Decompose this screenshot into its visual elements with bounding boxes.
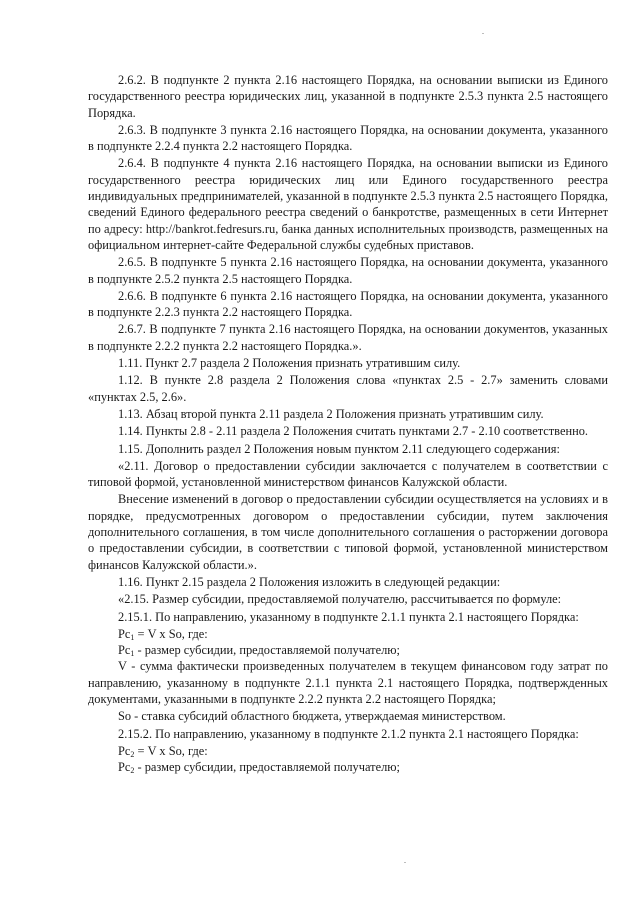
definition-2 xyxy=(88,759,608,775)
paragraph: So - ставка субсидий областного бюджета, утверждаемая министерством. xyxy=(118,709,506,724)
document-body xyxy=(88,72,608,775)
paragraph: «2.15. Размер субсидии, предоставляемой получателю, рассчитывается по формуле: xyxy=(118,592,562,607)
paragraph: 1.13. Абзац второй пункта 2.11 раздела 2 Положения признать утратившим силу. xyxy=(118,406,544,421)
paragraph: 2.6.7. В подпункте 7 пункта 2.16 настоящего Порядка, на основании документов, указанных в подпункте 2.2.2 пункта 2.2 настоящего Порядка.». xyxy=(88,322,608,353)
definition-symbol: Рс xyxy=(118,760,131,775)
formula-symbol: Рс xyxy=(118,743,131,758)
paragraph: 2.6.6. В подпункте 6 пункта 2.16 настоящего Порядка, на основании документа, указанного в подпункте 2.2.3 пункта 2.2 настоящего Порядка. xyxy=(88,288,608,320)
paragraph: Внесение изменений в договор о предоставлении субсидии осуществляется на условиях и в порядке, предусмотренных договором о предоставлении субсидии, путем заключения дополнительного соглашения, в том числе дополнительного соглашения о расторжении договора о предоставлении субсидии, в соответствии с типовой формой, установленной министерством финансов Калужской области.». xyxy=(88,492,608,572)
formula-rhs: = V x So, где: xyxy=(134,626,208,641)
definition-text: - размер субсидии, предоставляемой получателю; xyxy=(134,760,400,775)
definition-subscript: 1 xyxy=(130,649,135,659)
paragraph: 2.6.3. В подпункте 3 пункта 2.16 настоящего Порядка, на основании документа, указанного в подпункте 2.2.4 пункта 2.2 настоящего Порядка. xyxy=(88,122,608,154)
definition-1 xyxy=(88,642,608,658)
scan-speck xyxy=(404,862,406,863)
formula-2 xyxy=(88,743,608,759)
formula-subscript: 2 xyxy=(130,749,135,759)
paragraph: 2.15.2. По направлению, указанному в подпункте 2.1.2 пункта 2.1 настоящего Порядка: xyxy=(118,726,579,741)
scan-speck xyxy=(482,33,484,34)
definition-symbol: Рс xyxy=(118,643,131,658)
paragraph: V - сумма фактически произведенных получателем в текущем финансовом году затрат по направлению, указанному в подпункте 2.1.1 пункта 2.1 настоящего Порядка, подтвержденных документами, указанными в подпункте 2.2.2 пункта 2.2 настоящего Порядка; xyxy=(88,659,608,706)
paragraph: 1.15. Дополнить раздел 2 Положения новым пунктом 2.11 следующего содержания: xyxy=(118,441,560,456)
paragraph: 2.6.4. В подпункте 4 пункта 2.16 настоящего Порядка, на основании выписки из Единого государственного реестра юридических лиц или Единого государственного реестра индивидуальных предпринимателей, указанной в подпункте 2.5.3 пункта 2.5 настоящего Порядка, сведений Единого федерального реестра сведений о банкротстве, размещенных в сети Интернет по адресу: http://bankrot.fedresurs.ru, банка данных исполнительных производств, размещенных на официальном интернет-сайте Федеральной службы судебных приставов. xyxy=(88,156,608,252)
formula-rhs: = V x So, где: xyxy=(134,743,208,758)
paragraph: 2.15.1. По направлению, указанному в подпункте 2.1.1 пункта 2.1 настоящего Порядка: xyxy=(118,609,579,624)
paragraph: 2.6.2. В подпункте 2 пункта 2.16 настоящего Порядка, на основании выписки из Единого государственного реестра юридических лиц, указанной в подпункте 2.5.3 пункта 2.5 настоящего Порядка. xyxy=(88,73,608,120)
paragraph: 1.12. В пункте 2.8 раздела 2 Положения слова «пунктах 2.5 - 2.7» заменить словами «пунктах 2.5, 2.6». xyxy=(88,373,608,404)
formula-1 xyxy=(88,626,608,642)
formula-symbol: Рс xyxy=(118,626,131,641)
paragraph: 1.11. Пункт 2.7 раздела 2 Положения признать утратившим силу. xyxy=(118,356,461,371)
paragraph: 1.14. Пункты 2.8 - 2.11 раздела 2 Положения считать пунктами 2.7 - 2.10 соответственно. xyxy=(118,424,589,439)
paragraph: «2.11. Договор о предоставлении субсидии заключается с получателем в соответствии с типовой формой, установленной министерством финансов Калужской области. xyxy=(88,458,608,490)
formula-subscript: 1 xyxy=(130,632,135,642)
definition-text: - размер субсидии, предоставляемой получателю; xyxy=(134,643,400,658)
definition-subscript: 2 xyxy=(130,766,135,776)
paragraph: 1.16. Пункт 2.15 раздела 2 Положения изложить в следующей редакции: xyxy=(118,574,501,589)
paragraph: 2.6.5. В подпункте 5 пункта 2.16 настоящего Порядка, на основании документа, указанного в подпункте 2.5.2 пункта 2.5 настоящего Порядка. xyxy=(88,255,608,286)
